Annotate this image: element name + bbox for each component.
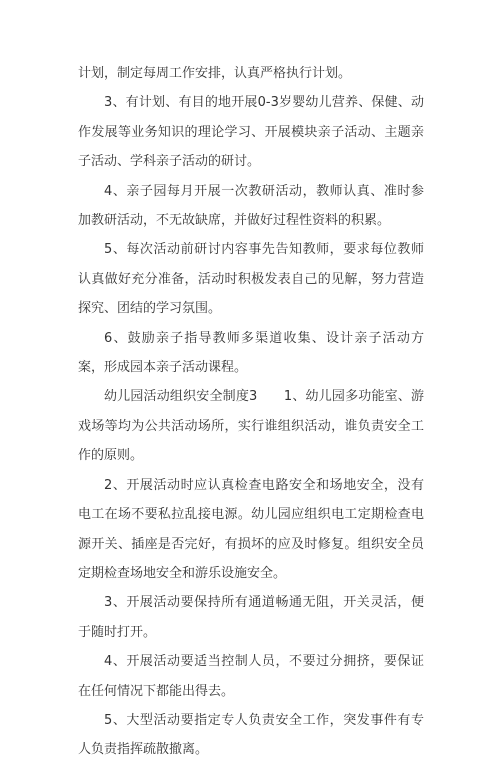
paragraph-rule-4: 4、开展活动要适当控制人员，不要过分拥挤，要保证在任何情况下都能出得去。 [78, 654, 424, 699]
paragraph-item-5: 5、每次活动前研讨内容事先告知教师，要求每位教师认真做好充分准备，活动时积极发表自己的见解，努力营造探究、团结的学习氛围。 [78, 242, 424, 317]
paragraph-rule-3: 3、开展活动要保持所有通道畅通无阻，开关灵活，便于随时打开。 [78, 595, 424, 640]
paragraph-item-3: 3、有计划、有目的地开展0-3岁婴幼儿营养、保健、动作发展等业务知识的理论学习、开展模块亲子活动、主题亲子活动、学科亲子活动的研讨。 [78, 95, 424, 170]
paragraph-item-6: 6、鼓励亲子指导教师多渠道收集、设计亲子活动方案，形成园本亲子活动课程。 [78, 330, 424, 376]
section-heading-paragraph: 幼儿园活动组织安全制度3 1、幼儿园多功能室、游戏场等均为公共活动场所，实行谁组织活动，谁负责安全工作的原则。 [78, 389, 424, 464]
paragraph-rule-2: 2、开展活动时应认真检查电路安全和场地安全，没有电工在场不要私拉乱接电源。幼儿园应组织电工定期检查电源开关、插座是否完好，有损坏的应及时修复。组织安全员定期检查场地安全和游乐设施安全。 [78, 477, 424, 581]
document-body [78, 59, 424, 765]
paragraph-continuation: 计划，制定每周工作安排，认真严格执行计划。 [78, 66, 352, 81]
paragraph-rule-5: 5、大型活动要指定专人负责安全工作，突发事件有专人负责指挥疏散撤离。 [78, 712, 424, 758]
paragraph-item-4: 4、亲子园每月开展一次教研活动，教师认真、准时参加教研活动，不无故缺席，并做好过程性资料的积累。 [78, 183, 424, 229]
